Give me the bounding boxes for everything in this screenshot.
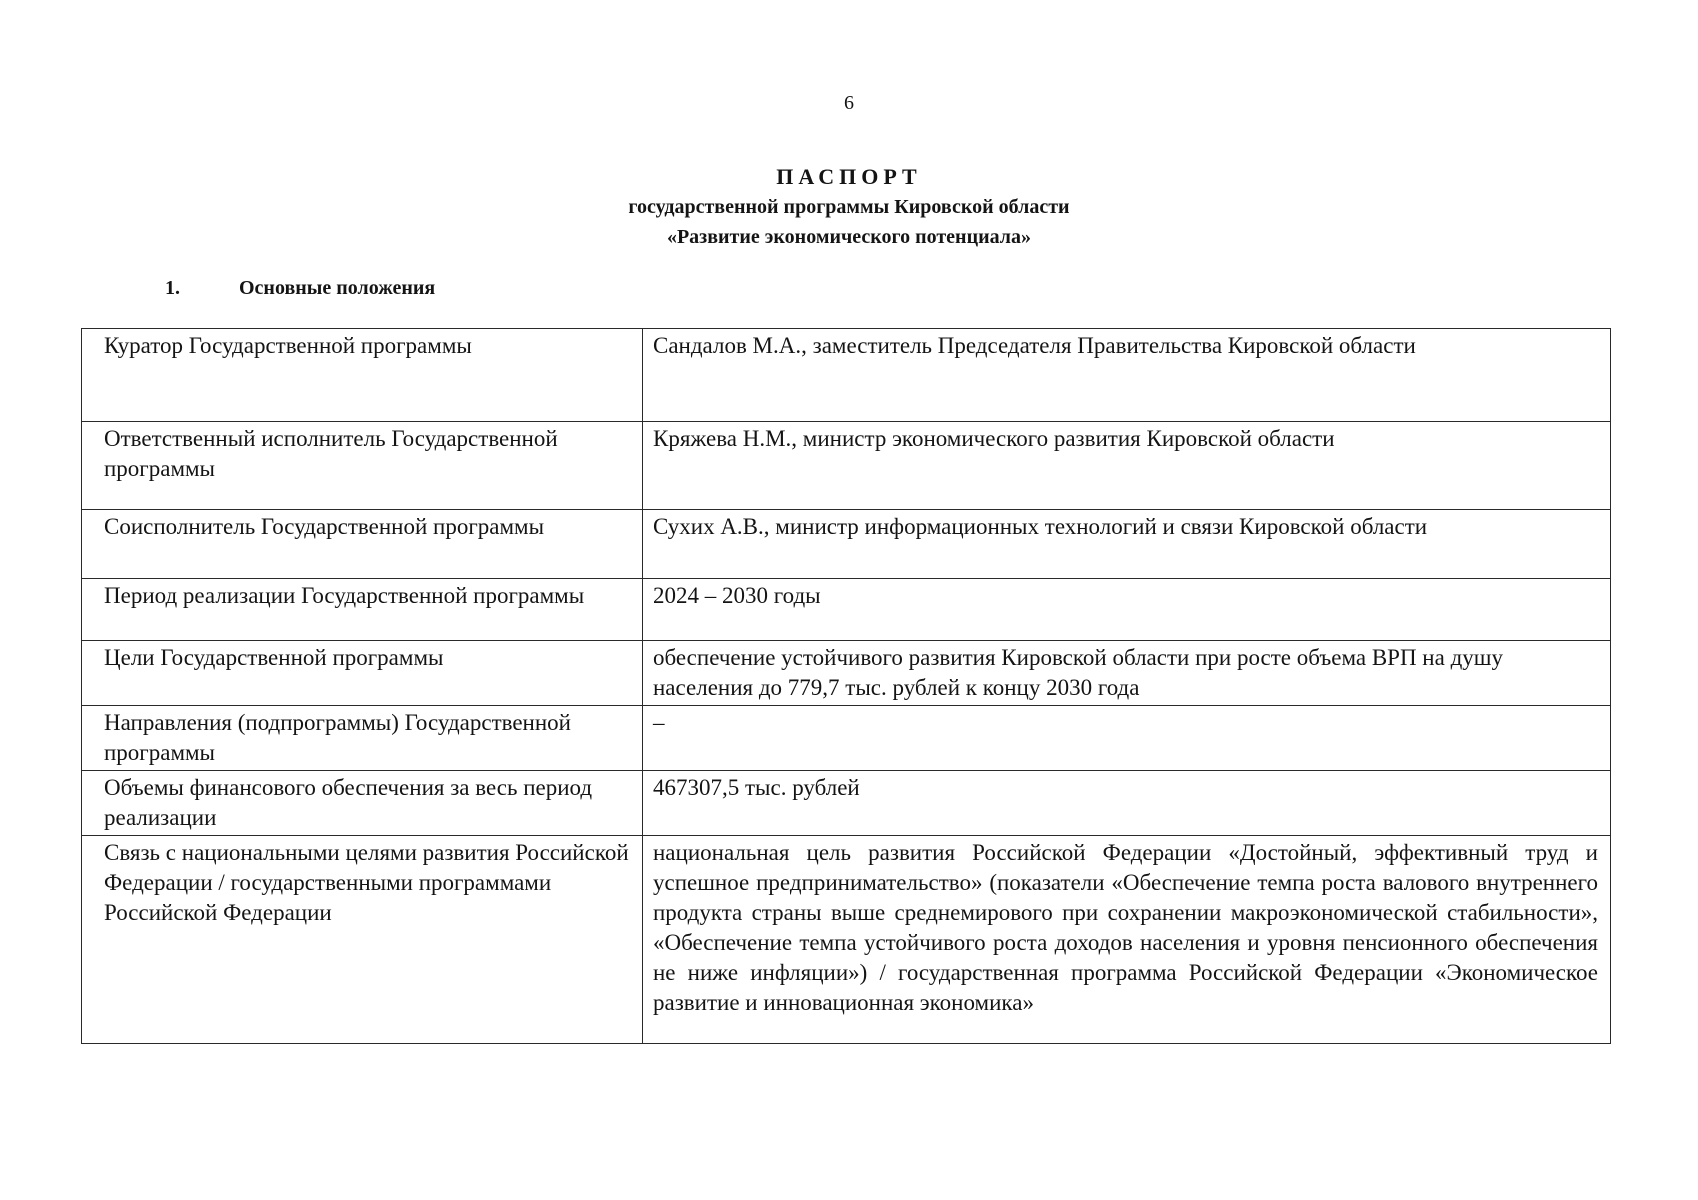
- row-label-directions: Направления (подпрограммы) Государственной программы: [82, 706, 643, 771]
- row-value-national-goals: национальная цель развития Российской Федерации «Достойный, эффективный труд и успешное предпринимательство» (показатели «Обеспечение темпа роста валового внутреннего продукта страны выше среднемирового при сохранении макроэкономической стабильности», «Обеспечение темпа устойчивого роста доходов населения и уровня пенсионного обеспечения не ниже инфляции») / государственная программа Российской Федерации «Экономическое развитие и инновационная экономика»: [643, 836, 1611, 1044]
- table-row: [82, 771, 1611, 836]
- table-row: [82, 706, 1611, 771]
- row-label-funding: Объемы финансового обеспечения за весь период реализации: [82, 771, 643, 836]
- row-value-period: 2024 – 2030 годы: [643, 579, 1611, 641]
- row-value-curator: Сандалов М.А., заместитель Председателя Правительства Кировской области: [643, 329, 1611, 422]
- row-value-coexecutor: Сухих А.В., министр информационных технологий и связи Кировской области: [643, 510, 1611, 579]
- table-row: [82, 579, 1611, 641]
- title-subtitle-program: государственной программы Кировской области: [628, 196, 1070, 218]
- table-row: [82, 641, 1611, 706]
- row-label-national-goals: Связь с национальными целями развития Российской Федерации / государственными программами Российской Федерации: [82, 836, 643, 1044]
- row-value-responsible: Кряжева Н.М., министр экономического развития Кировской области: [643, 422, 1611, 510]
- row-value-funding: 467307,5 тыс. рублей: [643, 771, 1611, 836]
- section-heading: [165, 277, 435, 300]
- page-number: 6: [844, 92, 854, 114]
- section-title: Основные положения: [239, 277, 436, 299]
- row-label-responsible: Ответственный исполнитель Государственной программы: [82, 422, 643, 510]
- row-value-goals: обеспечение устойчивого развития Кировской области при росте объема ВРП на душу населения до 779,7 тыс. рублей к концу 2030 года: [643, 641, 1611, 706]
- row-label-goals: Цели Государственной программы: [82, 641, 643, 706]
- title-subtitle-name: «Развитие экономического потенциала»: [666, 226, 1032, 248]
- section-number: 1.: [165, 277, 180, 299]
- passport-table: [81, 328, 1611, 1044]
- table-row: [82, 329, 1611, 422]
- document-title: [0, 162, 1698, 252]
- row-value-directions: –: [643, 706, 1611, 771]
- table-row: [82, 510, 1611, 579]
- table-row: [82, 422, 1611, 510]
- row-label-curator: Куратор Государственной программы: [82, 329, 643, 422]
- table-row: [82, 836, 1611, 1044]
- row-label-coexecutor: Соисполнитель Государственной программы: [82, 510, 643, 579]
- title-main: ПАСПОРТ: [776, 164, 922, 189]
- row-label-period: Период реализации Государственной программы: [82, 579, 643, 641]
